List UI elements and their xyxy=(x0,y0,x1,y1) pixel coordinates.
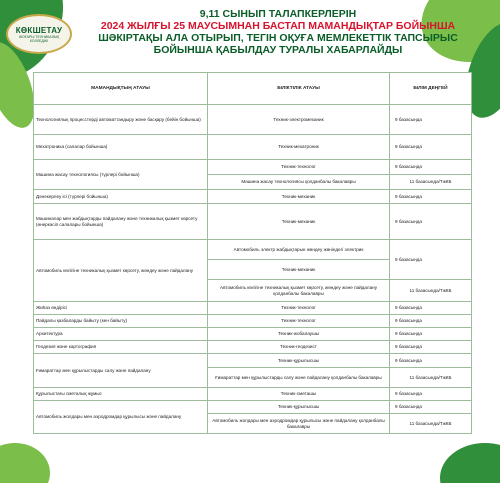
cell-specialty: Технологиялық процесстерді автоматтандыру және басқару (бейін бойынша) xyxy=(34,105,208,135)
table-row xyxy=(34,354,472,368)
header-qualification: БІЛІКТІЛІК АТАУЫ xyxy=(208,73,390,105)
cell-specialty: Машиналар мен жабдықтарды пайдалану және техникалық қызмет көрсету (өнеркәсіп салалары бойынша) xyxy=(34,204,208,240)
cell-level: 9 базасында xyxy=(390,315,472,328)
table-row xyxy=(34,190,472,204)
cell-specialty: Құрылыстағы сметалық жұмыс xyxy=(34,388,208,401)
table-header-row xyxy=(34,73,472,105)
specialties-table-wrapper xyxy=(33,72,471,434)
cell-level: 9 базасында xyxy=(390,302,472,315)
logo-subtitle: ЖОҒАРЫ ТЕХНИКАЛЫҚ КОЛЛЕДЖІ xyxy=(18,34,60,43)
decor-leaf-bottom-left xyxy=(0,443,50,483)
cell-qualification: Техник-құрылысшы xyxy=(208,354,390,368)
cell-specialty: Автомобиль көлігіне техникалық қызмет көрсету, жөндеу және пайдалану xyxy=(34,240,208,302)
cell-level: 9 базасында xyxy=(390,388,472,401)
table-row xyxy=(34,315,472,328)
cell-qualification: Машина жасау технологиясы қолданбалы бакалавры xyxy=(208,175,390,190)
logo-name: КӨКШЕТАУ xyxy=(15,25,63,35)
cell-specialty: Архитектура xyxy=(34,328,208,341)
table-row xyxy=(34,240,472,260)
table-row xyxy=(34,105,472,135)
cell-qualification: Техник-механик xyxy=(208,190,390,204)
cell-qualification: Автомобиль электр жабдықтарын жөндеу жөніндегі электрик xyxy=(208,240,390,260)
cell-qualification: Ғимараттар мен құрылыстарды салу және пайдалану қолданбалы бакалавры xyxy=(208,368,390,388)
header-line-4: БОЙЫНША ҚАБЫЛДАУ ТУРАЛЫ ХАБАРЛАЙДЫ xyxy=(153,44,403,56)
cell-qualification: Техник-сметашы xyxy=(208,388,390,401)
cell-specialty: Геодезия және картография xyxy=(34,341,208,354)
cell-level: 11 базасында/ТжКБ xyxy=(390,280,472,302)
cell-level: 9 базасында xyxy=(390,341,472,354)
header-level: БІЛІМ ДЕҢГЕЙ xyxy=(390,73,472,105)
cell-qualification: Автомобиль жолдары мен аэродромдар құрылысы және пайдалану қолданбалы бакалавры xyxy=(208,414,390,434)
cell-level: 11 базасында/ТжКБ xyxy=(390,368,472,388)
table-row xyxy=(34,341,472,354)
cell-qualification: Техник-геодезист xyxy=(208,341,390,354)
cell-qualification: Техник-технолог xyxy=(208,302,390,315)
cell-level: 9 базасында xyxy=(390,135,472,160)
cell-qualification: Техник-технолог xyxy=(208,315,390,328)
cell-qualification: Техник-мехатроник xyxy=(208,135,390,160)
cell-qualification: Техник-механик xyxy=(208,204,390,240)
cell-level: 9 базасында xyxy=(390,190,472,204)
cell-level: 11 базасында/ТжКБ xyxy=(390,414,472,434)
college-logo xyxy=(6,8,72,60)
header-specialty: МАМАНДЫҚТЫҢ АТАУЫ xyxy=(34,73,208,105)
announcement-header xyxy=(70,8,486,56)
cell-specialty: Ғимараттар мен құрылыстарды салу және пайдалану xyxy=(34,354,208,388)
cell-qualification: Техник-жобалаушы xyxy=(208,328,390,341)
table-row xyxy=(34,135,472,160)
specialties-table xyxy=(33,72,472,434)
cell-level: 9 базасында xyxy=(390,204,472,240)
decor-leaf-bottom-right xyxy=(440,443,500,483)
table-row xyxy=(34,401,472,414)
cell-qualification: Автомобиль көлігіне техникалық қызмет көрсету, жөндеу және пайдалану қолданбалы бакалавры xyxy=(208,280,390,302)
cell-specialty: Машина жасау технологиясы (түрлері бойынша) xyxy=(34,160,208,190)
header-line-2: 2024 ЖЫЛҒЫ 25 МАУСЫМНАН БАСТАП МАМАНДЫҚТАР БОЙЫНША xyxy=(100,20,456,32)
table-row xyxy=(34,328,472,341)
cell-level: 9 базасында xyxy=(390,240,472,280)
logo-emblem xyxy=(6,14,72,54)
table-row xyxy=(34,160,472,175)
cell-specialty: Пайдалы қазбаларды байыту (кен байыту) xyxy=(34,315,208,328)
cell-level: 9 базасында xyxy=(390,354,472,368)
cell-qualification: Техник-электромеханик xyxy=(208,105,390,135)
table-row xyxy=(34,302,472,315)
cell-qualification: Техник-технолог xyxy=(208,160,390,175)
cell-specialty: Жиһаз өндірісі xyxy=(34,302,208,315)
cell-specialty: Автомобиль жолдары мен аэродромдар құрылысы және пайдалану xyxy=(34,401,208,434)
cell-specialty: Мехатроника (салалар бойынша) xyxy=(34,135,208,160)
header-line-1: 9,11 СЫНЫП ТАЛАПКЕРЛЕРІН xyxy=(199,8,357,20)
cell-level: 9 базасында xyxy=(390,105,472,135)
cell-qualification: Техник-құрылысшы xyxy=(208,401,390,414)
cell-level: 9 базасында xyxy=(390,401,472,414)
cell-level: 9 базасында xyxy=(390,328,472,341)
table-row xyxy=(34,388,472,401)
cell-qualification: Техник-механик xyxy=(208,260,390,280)
cell-specialty: Дәнекерлеу ісі (түрлері бойынша) xyxy=(34,190,208,204)
cell-level: 9 базасында xyxy=(390,160,472,175)
header-line-3: ШӘКІРТАҚЫ АЛА ОТЫРЫП, ТЕГІН ОҚУҒА МЕМЛЕКЕТТІК ТАПСЫРЫС xyxy=(98,32,458,44)
cell-level: 11 базасында/ТжКБ xyxy=(390,175,472,190)
table-row xyxy=(34,204,472,240)
